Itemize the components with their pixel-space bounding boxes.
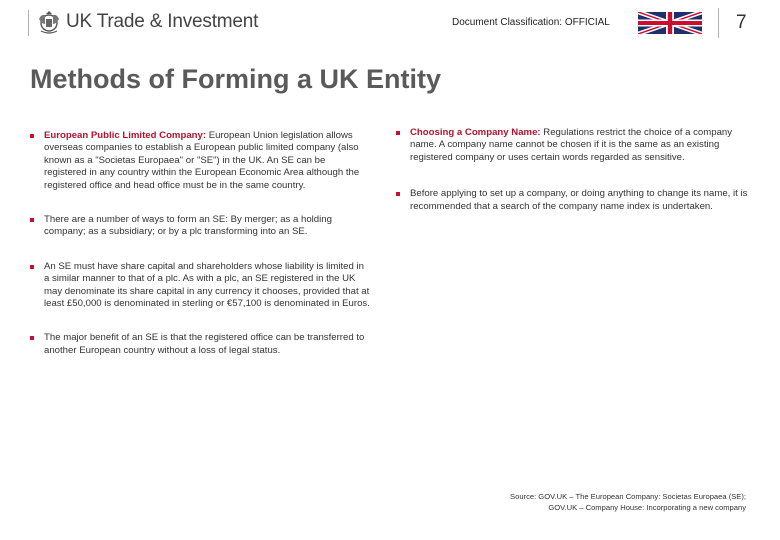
- document-classification: Document Classification: OFFICIAL: [452, 17, 610, 28]
- source-line: Source: GOV.UK – The European Company: Societas Europaea (SE);: [510, 492, 746, 501]
- union-flag-icon: [638, 12, 702, 34]
- source-line: GOV.UK – Company House: Incorporating a new company: [548, 502, 746, 512]
- bullet-text: Regulations restrict the choice of a company name. A company name cannot be chosen if it is the same as an existing registered company or uses certain words regarded as sensitive.: [410, 127, 733, 163]
- bullet-text: There are a number of ways to form an SE: By merger; as a holding company; as a subsidiary; or by a plc transforming into an SE.: [44, 214, 332, 238]
- bullet-marker-icon: [30, 134, 34, 138]
- royal-crest-icon: [36, 10, 62, 36]
- bullet-text: The major benefit of an SE is that the registered office can be transferred to another European country without a loss of legal status.: [44, 332, 365, 356]
- bullet-item: [30, 332, 370, 357]
- logo-divider: [28, 10, 29, 36]
- bullet-item: [396, 188, 754, 213]
- bullet-marker-icon: [30, 218, 34, 222]
- bullet-item: [30, 214, 370, 239]
- bullet-item: [396, 127, 754, 164]
- bullet-marker-icon: [396, 192, 400, 196]
- bullet-text: An SE must have share capital and shareholders whose liability is limited in a similar manner to that of a plc. As with a plc, an SE registered in the UK may denominate its share capital in any currency it chooses, provided that at least £50,000 is denominated in sterling or €57,100 is denominated in Euros.: [44, 260, 370, 310]
- page-number-divider: [718, 8, 719, 38]
- left-column: [30, 130, 370, 357]
- right-column: [396, 127, 754, 213]
- bullet-term: Choosing a Company Name:: [410, 127, 541, 138]
- bullet-marker-icon: [396, 131, 400, 135]
- page-title: Methods of Forming a UK Entity: [30, 64, 441, 94]
- bullet-marker-icon: [30, 265, 34, 269]
- bullet-term: European Public Limited Company:: [44, 130, 207, 141]
- page-number: 7: [736, 12, 747, 33]
- brand-name: UK Trade & Investment: [66, 11, 259, 32]
- source-citation: [400, 492, 746, 513]
- bullet-item: [30, 130, 370, 192]
- bullet-text: European Union legislation allows overseas companies to establish a European public limited company (also known as a "Societas Europaea" or "SE") in the UK. An SE can be registered in any country within the European Economic Area although the registered office and head office must be in the same country.: [44, 130, 360, 191]
- bullet-text: Before applying to set up a company, or doing anything to change its name, it is recommended that a search of the company name index is undertaken.: [410, 188, 748, 212]
- bullet-item: [30, 261, 370, 311]
- bullet-marker-icon: [30, 336, 34, 340]
